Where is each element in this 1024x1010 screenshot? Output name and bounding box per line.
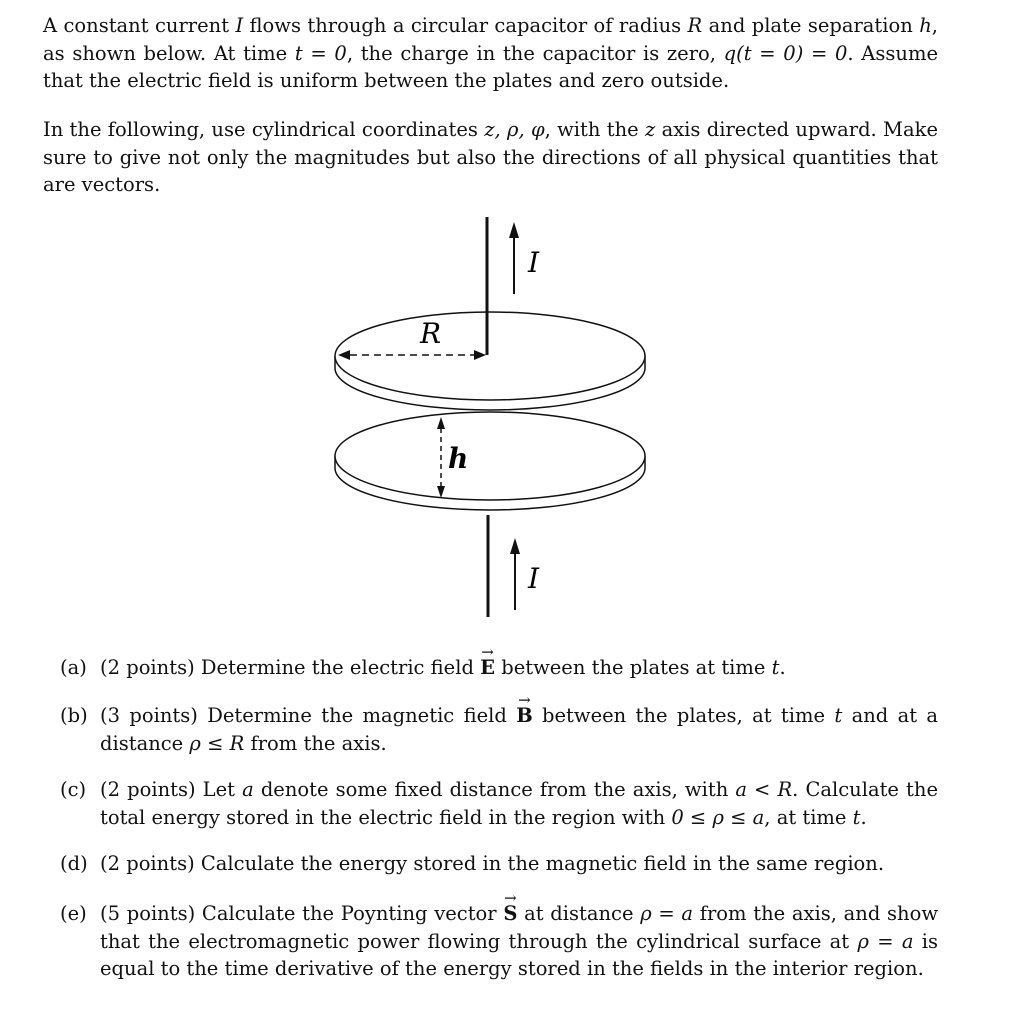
question-label: (b) [60,704,88,727]
math-t: t [834,704,843,727]
math-t: t [852,805,861,829]
intro-paragraph-1 [43,12,938,95]
math-rho-eq-a: ρ = a [640,902,694,925]
text: , as shown below. At time [43,14,938,65]
text: and at a distance [100,704,939,755]
top-plate [335,312,645,400]
text: Determine the magnetic field [207,704,517,727]
text: , at time [764,805,853,829]
math-I: I [235,14,244,37]
capacitor-diagram [320,210,660,620]
question-c [60,776,938,831]
vector-E: → E [480,654,495,682]
question-e [60,900,938,983]
math-a-lt-R: a < R [735,778,793,801]
text: is equal to the time derivative of the energy stored in the fields in the interior region. [100,929,938,980]
points: (3 points) [100,704,198,727]
question-b [60,702,938,757]
math-t0: t = 0 [294,41,347,65]
math-t: t [771,656,780,679]
math-q: q(t = 0) = 0 [723,41,848,65]
text: Determine the electric field [200,656,481,679]
current-label-bottom: I [528,562,540,595]
points: (2 points) [100,656,195,679]
vector-B: → B [516,702,532,730]
arrow-head-icon [510,538,520,554]
math-rho-eq-a: ρ = a [857,929,914,953]
question-label: (c) [60,778,87,801]
text: between the plates, at time [532,704,835,727]
math-range: 0 ≤ ρ ≤ a [671,805,765,829]
text: A constant current [43,14,236,37]
text: denote some fixed distance from the axis, with [253,778,736,801]
math-R: R [687,14,703,37]
points: (2 points) [100,778,196,801]
math-a: a [242,778,254,801]
text: Calculate the Poynting vector [201,902,504,925]
question-label: (a) [60,656,87,679]
arrow-head-icon [509,222,519,238]
intro-paragraph-2 [43,116,938,199]
question-label: (d) [60,852,88,875]
question-label: (e) [60,902,87,925]
radius-label: R [420,317,442,350]
text: from the axis, and show that the electromagnetic power flowing through the cylindrical surface at [100,902,939,953]
text: Let [202,778,243,801]
math-rho-le-R: ρ ≤ R [189,731,245,755]
current-label-top: I [528,246,540,279]
text: at distance [517,902,641,925]
text: flows through a circular capacitor of radius [243,14,688,37]
points: (2 points) [100,852,195,875]
text: axis directed upward. Make sure to give not only the magnitudes but also the directions of all physical quantities that are vectors. [43,118,938,196]
text: . Calculate the total energy stored in the electric field in the region with [100,778,938,829]
math-coords: z, ρ, φ [484,118,545,141]
text: , the charge in the capacitor is zero, [346,41,724,65]
text: Calculate the energy stored in the magnetic field in the same region. [200,852,885,875]
bottom-plate [335,412,645,500]
text: In the following, use cylindrical coordinates [43,118,485,141]
question-a [60,654,938,682]
points: (5 points) [100,902,196,925]
math-z: z [644,118,656,141]
text: and plate separation [702,14,920,37]
text: from the axis. [244,731,387,755]
vector-S: → S [503,900,517,928]
math-h: h [919,14,932,37]
separation-label: h [448,442,469,475]
text: , with the [544,118,645,141]
text: . [779,656,786,679]
text: . [860,805,867,829]
text: . Assume that the electric field is uniform between the plates and zero outside. [43,41,938,92]
text: between the plates at time [495,656,772,679]
question-d [60,850,938,878]
